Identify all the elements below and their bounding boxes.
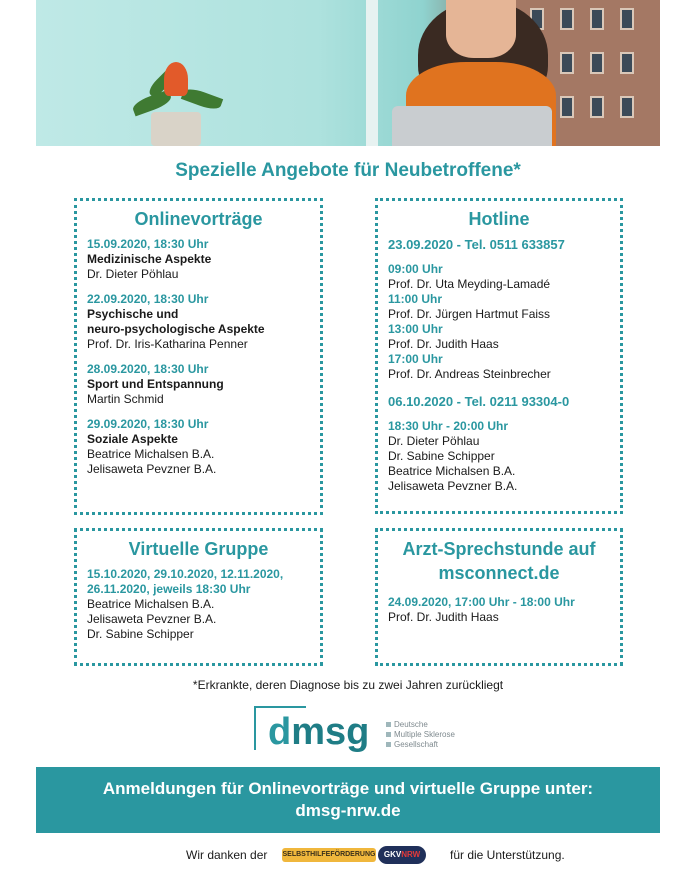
lecture-speaker: Martin Schmid: [87, 392, 164, 406]
virtual-group-heading: Virtuelle Gruppe: [128, 539, 269, 559]
lecture-entry: [87, 292, 310, 352]
logo-wordmark: dmsg: [268, 711, 370, 753]
lecture-date: 22.09.2020, 18:30 Uhr: [87, 292, 209, 306]
slot-time: 09:00 Uhr: [388, 262, 443, 276]
hotline-slot: [388, 262, 610, 292]
registration-link[interactable]: dmsg-nrw.de: [295, 801, 401, 820]
plant-pot: [151, 112, 201, 146]
lecture-topic: Psychische und: [87, 307, 179, 321]
lecture-topic: Medizinische Aspekte: [87, 252, 212, 266]
dmsg-logo: [254, 706, 464, 756]
slot-person: Beatrice Michalsen B.A.: [388, 464, 516, 478]
sponsor-label: SELBSTHILFEFÖRDERUNG: [282, 848, 376, 862]
woman-face: [446, 0, 516, 58]
heading-line: Arzt-Sprechstunde auf: [402, 539, 596, 559]
building-window: [560, 52, 574, 74]
registration-banner: [36, 767, 660, 833]
lecture-speaker: Beatrice Michalsen B.A.: [87, 447, 215, 461]
virtual-group-dates: 26.11.2020, jeweils 18:30 Uhr: [87, 582, 251, 596]
thanks-text-before: Wir danken der: [186, 848, 268, 862]
lecture-speaker: Jelisaweta Pevzner B.A.: [87, 462, 217, 476]
doctor-consultation-box: [375, 528, 623, 666]
consultation-date: 24.09.2020, 17:00 Uhr - 18:00 Uhr: [388, 595, 575, 609]
heading-line: msconnect.de: [438, 563, 560, 583]
sponsor-logo: [282, 844, 430, 866]
hero-photo: [36, 0, 660, 146]
doctor-consultation-heading: [388, 537, 610, 585]
slot-person: Dr. Dieter Pöhlau: [388, 434, 480, 448]
building-window: [620, 52, 634, 74]
slot-person: Prof. Dr. Andreas Steinbrecher: [388, 367, 551, 381]
slot-person: Prof. Dr. Uta Meyding-Lamadé: [388, 277, 551, 291]
building-window: [590, 96, 604, 118]
lecture-date: 28.09.2020, 18:30 Uhr: [87, 362, 209, 376]
building-window: [590, 52, 604, 74]
lecture-topic: Soziale Aspekte: [87, 432, 178, 446]
hotline-slot: [388, 352, 610, 382]
slot-time: 13:00 Uhr: [388, 322, 443, 336]
virtual-group-person: Beatrice Michalsen B.A.: [87, 597, 215, 611]
hotline-box: [375, 198, 623, 514]
virtual-group-person: Dr. Sabine Schipper: [87, 627, 194, 641]
lecture-speaker: Prof. Dr. Iris-Katharina Penner: [87, 337, 248, 351]
lecture-speaker: Dr. Dieter Pöhlau: [87, 267, 179, 281]
virtual-group-person: Jelisaweta Pevzner B.A.: [87, 612, 217, 626]
slot-person: Dr. Sabine Schipper: [388, 449, 495, 463]
slot-time: 11:00 Uhr: [388, 292, 443, 306]
plant-flower: [164, 62, 188, 96]
logo-tagline: Deutsche Multiple Sklerose Gesellschaft: [386, 720, 455, 750]
building-window: [620, 96, 634, 118]
lecture-topic: Sport und Entspannung: [87, 377, 224, 391]
slot-person: Prof. Dr. Jürgen Hartmut Faiss: [388, 307, 551, 321]
footnote: *Erkrankte, deren Diagnose bis zu zwei Jahren zurückliegt: [192, 678, 504, 692]
gkv-nrw-badge: GKVNRW: [378, 846, 426, 864]
slot-time: 18:30 Uhr - 20:00 Uhr: [388, 419, 509, 433]
building-window: [590, 8, 604, 30]
hotline-slot: [388, 322, 610, 352]
virtual-group-dates: 15.10.2020, 29.10.2020, 12.11.2020,: [87, 567, 284, 581]
page-title: Spezielle Angebote für Neubetroffene*: [175, 160, 521, 181]
thanks-text-after: für die Unterstützung.: [450, 848, 565, 862]
window-frame: [366, 0, 378, 146]
hotline-heading: Hotline: [468, 209, 530, 229]
lecture-entry: [87, 417, 310, 477]
hotline-day-header: 23.09.2020 - Tel. 0511 633857: [388, 237, 565, 252]
virtual-group-box: [74, 528, 323, 666]
laptop: [392, 106, 552, 146]
lecture-topic: neuro-psychologische Aspekte: [87, 322, 265, 336]
hotline-slot: [388, 292, 610, 322]
lecture-date: 15.09.2020, 18:30 Uhr: [87, 237, 209, 251]
online-lectures-box: [74, 198, 323, 515]
slot-person: Prof. Dr. Judith Haas: [388, 337, 499, 351]
building-window: [560, 8, 574, 30]
slot-person: Jelisaweta Pevzner B.A.: [388, 479, 518, 493]
hotline-day-header: 06.10.2020 - Tel. 0211 93304-0: [388, 394, 570, 409]
building-window: [560, 96, 574, 118]
slot-time: 17:00 Uhr: [388, 352, 443, 366]
online-lectures-heading: Onlinevorträge: [134, 209, 263, 229]
building-window: [620, 8, 634, 30]
lecture-date: 29.09.2020, 18:30 Uhr: [87, 417, 209, 431]
lecture-entry: [87, 362, 310, 407]
consultation-person: Prof. Dr. Judith Haas: [388, 610, 499, 624]
thanks-line: [36, 840, 660, 870]
banner-text: Anmeldungen für Onlinevorträge und virtuelle Gruppe unter:: [102, 779, 594, 798]
lecture-entry: [87, 237, 310, 282]
